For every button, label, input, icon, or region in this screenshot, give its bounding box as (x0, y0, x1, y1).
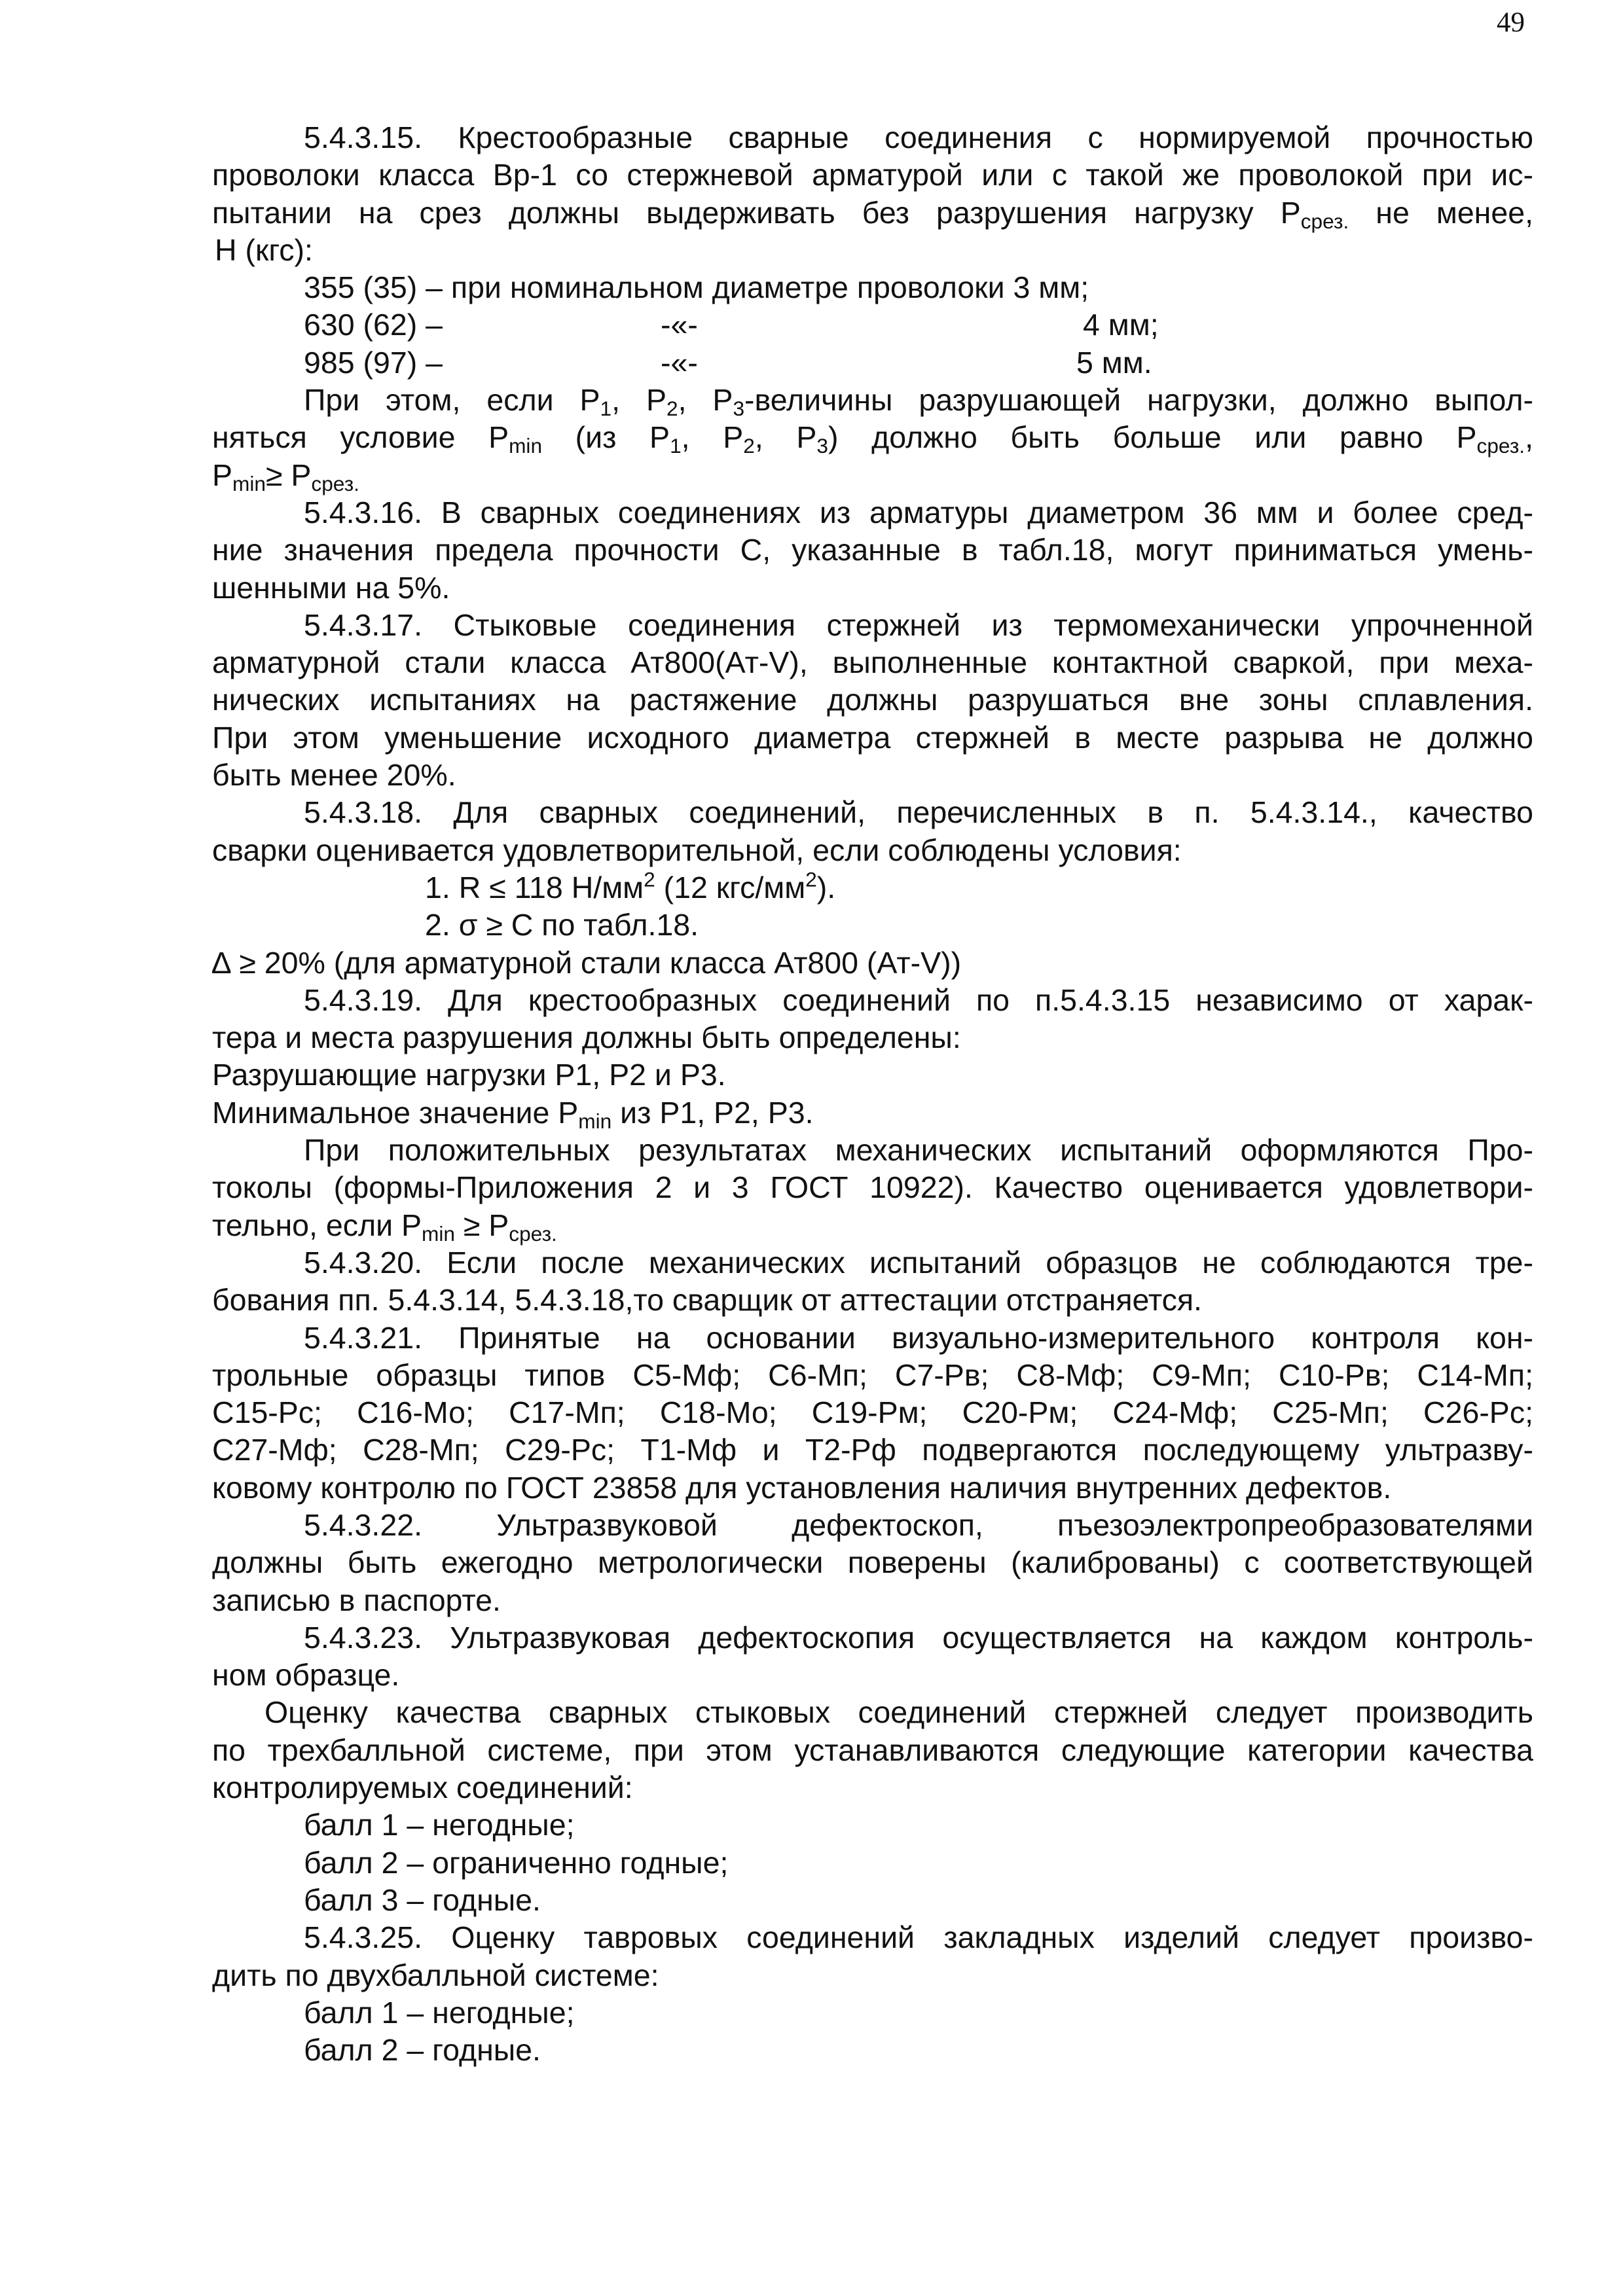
p24-line-1: Оценку качества сварных стыковых соединений стержней следует производить (264, 1695, 1533, 1730)
p19-line-4: Минимальное значение $P_{min}$ из Р1, Р2, Р3. (212, 1095, 814, 1133)
p15-condition-line-1: При этом, если $P_1$, $P_2$, $P_3$-величины разрушающей нагрузки, должно выпол- (304, 383, 1534, 420)
p22-line-2: должны быть ежегодно метрологически поверены (калиброваны) с соответствующей (212, 1545, 1533, 1580)
p16-line-1: 5.4.3.16. В сварных соединениях из арматуры диаметром 36 мм и более сред- (304, 495, 1533, 529)
p19-line-1: 5.4.3.19. Для крестообразных соединений по п.5.4.3.15 независимо от харак- (304, 982, 1533, 1017)
p25-line-1: 5.4.3.25. Оценку тавровых соединений закладных изделий следует произво- (304, 1920, 1533, 1955)
page-number: 49 (1497, 7, 1525, 38)
p23-line-2: ном образце. (212, 1658, 400, 1693)
p16-line-2: ние значения предела прочности С, указанные в табл.18, могут приниматься умень- (212, 533, 1533, 567)
p23-line-1: 5.4.3.23. Ультразвуковая дефектоскопия осуществляется на каждом контроль- (304, 1620, 1533, 1655)
load-row-1: 355 (35) – при номинальном диаметре проволоки 3 мм; (304, 270, 1089, 305)
load-row-3: 985 (97) – -«- 5 мм. (304, 345, 1152, 380)
p19-line-5: При положительных результатах механических испытаний оформляются Про- (304, 1133, 1533, 1168)
load-row-2: 630 (62) – -«- 4 мм; (304, 308, 1159, 342)
p15-line-3: пытании на срез должны выдерживать без разрушения нагрузку $P_{срез.}$ не менее, (212, 195, 1534, 233)
grade-item-3: балл 3 – годные. (304, 1882, 541, 1917)
p15-line-4: Н (кгс): (215, 232, 313, 267)
p21-line-4: С27-Мф; С28-Мп; С29-Рс; Т1-Мф и Т2-Рф подвергаются последующему ультразву- (212, 1433, 1533, 1467)
p21-line-5: ковому контролю по ГОСТ 23858 для установления наличия внутренних дефектов. (212, 1470, 1392, 1505)
tee-grade-item-1: балл 1 – негодные; (304, 1995, 575, 2030)
p22-line-1: 5.4.3.22. Ультразвуковой дефектоскоп, пъезоэлектропреобразователями (304, 1507, 1533, 1542)
p20-line-1: 5.4.3.20. Если после механических испытаний образцов не соблюдаются тре- (304, 1245, 1533, 1280)
delta-condition: ∆ ≥ 20% (для арматурной стали класса Ат800 (Ат-V)) (212, 945, 962, 980)
p21-line-2: трольные образцы типов С5-Мф; С6-Мп; С7-Рв; С8-Мф; С9-Мп; С10-Рв; С14-Мп; (212, 1357, 1533, 1392)
grade-item-1: балл 1 – негодные; (304, 1808, 575, 1842)
tee-grade-item-2: балл 2 – годные. (304, 2033, 541, 2068)
p15-line-1: 5.4.3.15. Крестообразные сварные соединения с нормируемой прочностью (304, 120, 1533, 154)
p21-line-3: С15-Рс; С16-Мо; С17-Мп; С18-Мо; С19-Рм; С20-Рм; С24-Мф; С25-Мп; С26-Рс; (212, 1395, 1533, 1430)
p17-line-5: быть менее 20%. (212, 758, 456, 793)
p17-line-4: При этом уменьшение исходного диаметра стержней в месте разрыва не должно (212, 720, 1533, 755)
p19-line-6: токолы (формы-Приложения 2 и 3 ГОСТ 10922). Качество оценивается удовлетвори- (212, 1170, 1533, 1205)
p17-line-1: 5.4.3.17. Стыковые соединения стержней из термомеханически упрочненной (304, 607, 1533, 642)
p19-line-3: Разрушающие нагрузки Р1, Р2 и Р3. (212, 1058, 726, 1092)
p15-condition-line-3: $P_{min}\ge P_{срез.}$ (212, 457, 359, 495)
p21-line-1: 5.4.3.21. Принятые на основании визуально-измерительного контроля кон- (304, 1320, 1533, 1355)
document-body (212, 119, 1533, 2069)
p16-line-3: шенными на 5%. (212, 570, 450, 605)
condition-item-1: 1. R ≤ 118 $Н/мм^2$ (12 кгс/$мм^2$). (425, 867, 836, 905)
grade-item-2: балл 2 – ограниченно годные; (304, 1845, 729, 1880)
p17-line-2: арматурной стали класса Ат800(Ат-V), выполненные контактной сваркой, при меха- (212, 645, 1533, 680)
p15-condition-line-2: няться условие $P_{min}$ (из $P_1$, $P_2$, $P_3$) должно быть больше или равно $P_{срез.}$, (212, 420, 1534, 458)
p20-line-2: бования пп. 5.4.3.14, 5.4.3.18,то сварщик от аттестации отстраняется. (212, 1283, 1202, 1318)
p15-line-2: проволоки класса Вр-1 со стержневой арматурой или с такой же проволокой при ис- (212, 158, 1533, 192)
p19-line-7: тельно, если $P_{min} \ge P_{срез.}$ (212, 1208, 557, 1246)
p22-line-3: записью в паспорте. (212, 1583, 501, 1617)
p17-line-3: нических испытаниях на растяжение должны разрушаться вне зоны сплавления. (212, 683, 1533, 717)
p24-line-3: контролируемых соединений: (212, 1770, 633, 1805)
p25-line-2: дить по двухбалльной системе: (212, 1958, 659, 1992)
p24-line-2: по трехбалльной системе, при этом устанавливаются следующие категории качества (212, 1732, 1533, 1767)
condition-item-2: 2. σ ≥ С по табл.18. (425, 908, 699, 942)
p18-line-2: сварки оценивается удовлетворительной, если соблюдены условия: (212, 833, 1182, 867)
p19-line-2: тера и места разрушения должны быть определены: (212, 1020, 961, 1055)
p18-line-1: 5.4.3.18. Для сварных соединений, перечисленных в п. 5.4.3.14., качество (304, 795, 1533, 830)
